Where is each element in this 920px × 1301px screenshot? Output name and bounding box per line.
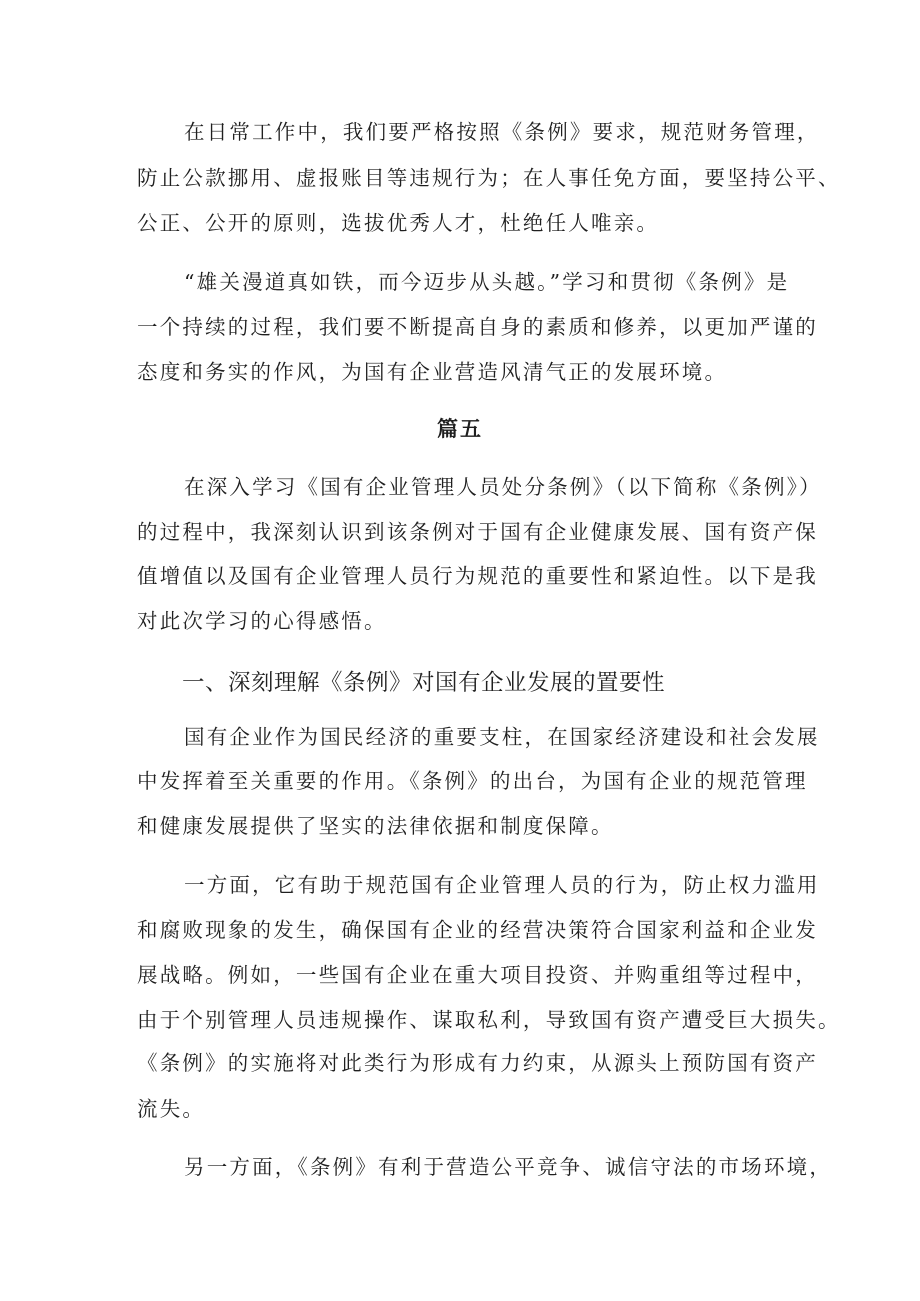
paragraph-line: 由于个别管理人员违规操作、谋取私利，导致国有资产遭受巨大损失。 bbox=[137, 1008, 841, 1032]
paragraph-line: 一个持续的过程，我们要不断提高自身的素质和修养，以更加严谨的 bbox=[137, 315, 818, 339]
paragraph-line: 公正、公开的原则，选拔优秀人才，杜绝任人唯亲。 bbox=[137, 211, 660, 235]
paragraph-line: 防止公款挪用、虚报账目等违规行为；在人事任免方面，要坚持公平、 bbox=[137, 166, 841, 190]
section-heading: 一、深刻理解《条例》对国有企业发展的置要性 bbox=[182, 670, 666, 696]
paragraph-line: 态度和务实的作风，为国有企业营造风清气正的发展环境。 bbox=[137, 360, 728, 384]
paragraph-line: 在日常工作中，我们要严格按照《条例》要求，规范财务管理， bbox=[184, 120, 820, 144]
paragraph-line: 在深入学习《国有企业管理人员处分条例》（以下简称《条例》） bbox=[184, 475, 822, 499]
paragraph-line: 流失。 bbox=[137, 1097, 206, 1121]
paragraph-line: 值增值以及国有企业管理人员行为规范的重要性和紧迫性。以下是我 bbox=[137, 564, 818, 588]
paragraph-line: 国有企业作为国民经济的重要支柱，在国家经济建设和社会发展 bbox=[184, 725, 820, 749]
paragraph-line: 一方面，它有助于规范国有企业管理人员的行为，防止权力滥用 bbox=[184, 873, 820, 897]
paragraph-line: 中发挥着至关重要的作用。《条例》的出台，为国有企业的规范管理 bbox=[137, 769, 808, 793]
paragraph-line: “雄关漫道真如铁，而今迈步从头越。”学习和贯彻《条例》是 bbox=[184, 270, 790, 294]
paragraph-line: 《条例》的实施将对此类行为形成有力约束，从源头上预防国有资产 bbox=[137, 1051, 818, 1075]
paragraph-line: 的过程中，我深刻认识到该条例对于国有企业健康发展、国有资产保 bbox=[137, 520, 818, 544]
section-title: 篇五 bbox=[437, 416, 483, 441]
paragraph-line: 和健康发展提供了坚实的法律依据和制度保障。 bbox=[137, 814, 614, 838]
paragraph-line: 对此次学习的心得感悟。 bbox=[137, 609, 387, 633]
paragraph-line: 和腐败现象的发生，确保国有企业的经营决策符合国家利益和企业发 bbox=[137, 918, 818, 942]
paragraph-line: 另一方面，《条例》有利于营造公平竞争、诚信守法的市场环境， bbox=[184, 1155, 833, 1179]
paragraph-line: 展战略。例如，一些国有企业在重大项目投资、并购重组等过程中， bbox=[137, 963, 818, 987]
